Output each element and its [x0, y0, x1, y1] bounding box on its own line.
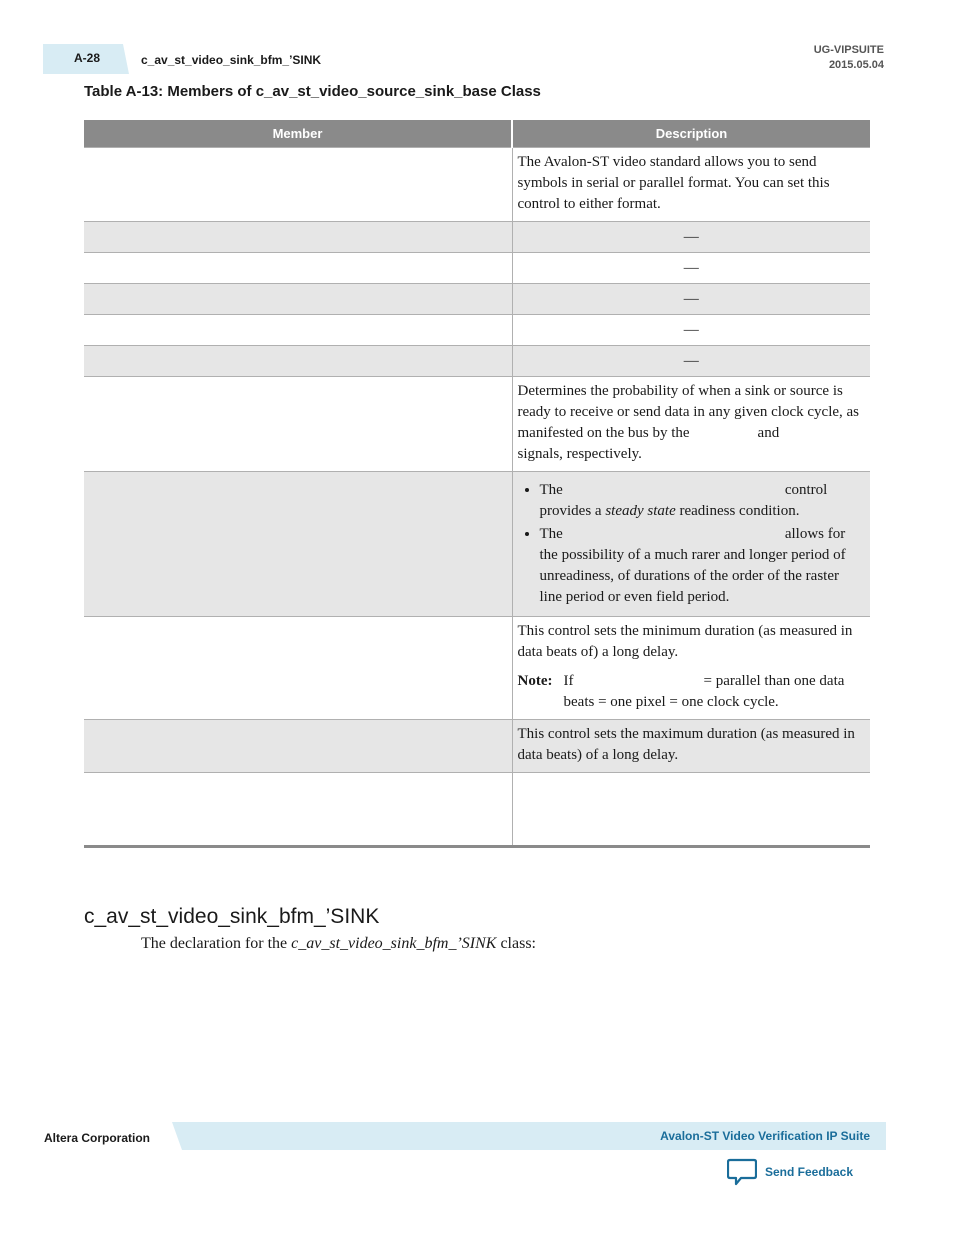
document-code: UG-VIPSUITE: [813, 44, 884, 56]
note-fragment: one data beats = one pixel = one clock cycle.: [563, 673, 845, 710]
bullet-fragment: control: [784, 482, 828, 498]
description-dash: —: [512, 284, 870, 315]
description-cell: [512, 472, 870, 617]
member-cell: [84, 720, 512, 773]
section-heading: c_av_st_video_sink_bfm_’SINK: [84, 905, 380, 928]
description-dash: —: [512, 346, 870, 377]
description-text: This control sets the maximum duration (as measured in data beats) of a long delay.: [517, 726, 855, 763]
member-cell: [84, 148, 512, 222]
description-dash: —: [512, 253, 870, 284]
bullet-item: [540, 524, 865, 608]
description-bullets: [518, 480, 865, 608]
member-cell: [84, 377, 512, 472]
description-dash: —: [512, 222, 870, 253]
footer-document-title: Avalon-ST Video Verification IP Suite: [660, 1129, 870, 1143]
body-fragment: The declaration for the: [141, 935, 288, 952]
body-emphasis: c_av_st_video_sink_bfm_’SINK: [291, 935, 497, 952]
note-label: Note:: [517, 673, 553, 689]
document-id: [814, 43, 884, 73]
document-date: 2015.05.04: [828, 59, 884, 71]
table-row: [84, 617, 870, 720]
table-caption: Table A-13: Members of c_av_st_video_source_sink_base Class: [84, 83, 541, 100]
description-fragment: and: [757, 425, 780, 441]
bullet-fragment: allows for: [784, 526, 846, 542]
table-row: [84, 315, 870, 346]
note: [518, 671, 865, 713]
footer-company: Altera Corporation: [44, 1131, 151, 1145]
description-text: The Avalon-ST video standard allows you to send symbols in serial or parallel format. You can set this control to either format.: [517, 154, 830, 212]
member-cell: [84, 284, 512, 315]
description-cell: [512, 148, 870, 222]
bullet-fragment: The: [539, 482, 563, 498]
description-cell: [512, 377, 870, 472]
member-cell: [84, 472, 512, 617]
bullet-fragment: provides a: [539, 503, 602, 519]
table-row: [84, 720, 870, 773]
running-title: c_av_st_video_sink_bfm_’SINK: [141, 53, 322, 67]
description-dash: —: [512, 315, 870, 346]
bullet-fragment: readiness condition.: [679, 503, 800, 519]
note-body: [564, 671, 865, 713]
page-number: A-28: [74, 51, 101, 65]
column-header-description: Description: [512, 120, 870, 148]
table-header-row: [84, 120, 870, 148]
description-cell: [512, 617, 870, 720]
member-cell: [84, 222, 512, 253]
note-fragment: If: [563, 673, 574, 689]
table-row: [84, 773, 870, 847]
members-table: [84, 120, 870, 848]
description-fragment: Determines the probability of when a sink or source is ready to receive or send data in any given clock cycle, as manifested on the bus by the: [517, 383, 860, 441]
description-cell: [512, 773, 870, 847]
table-row: [84, 148, 870, 222]
description-cell: [512, 720, 870, 773]
bullet-fragment: the possibility of a much rarer and longer period of unreadiness, of durations of the order of the raster line period or even field period.: [539, 547, 846, 605]
table-row: [84, 472, 870, 617]
table-row: [84, 377, 870, 472]
table-row: [84, 253, 870, 284]
description-text: [518, 381, 865, 465]
bullet-fragment: The: [539, 526, 563, 542]
member-cell: [84, 253, 512, 284]
speech-bubble-icon: [727, 1158, 757, 1186]
description-text: This control sets the minimum duration (as measured in data beats of) a long delay.: [517, 623, 853, 660]
table-row: [84, 222, 870, 253]
table-row: [84, 284, 870, 315]
note-fragment: = parallel than: [703, 673, 791, 689]
send-feedback-link[interactable]: [727, 1158, 853, 1186]
section-body: [141, 935, 536, 953]
member-cell: [84, 773, 512, 847]
member-cell: [84, 617, 512, 720]
send-feedback-label: Send Feedback: [765, 1165, 854, 1179]
body-fragment: class:: [500, 935, 536, 952]
member-cell: [84, 346, 512, 377]
column-header-member: Member: [84, 120, 512, 148]
description-fragment: signals, respectively.: [517, 446, 642, 462]
bullet-item: [540, 480, 865, 522]
bullet-emphasis: steady state: [605, 503, 676, 519]
member-cell: [84, 315, 512, 346]
table-row: [84, 346, 870, 377]
